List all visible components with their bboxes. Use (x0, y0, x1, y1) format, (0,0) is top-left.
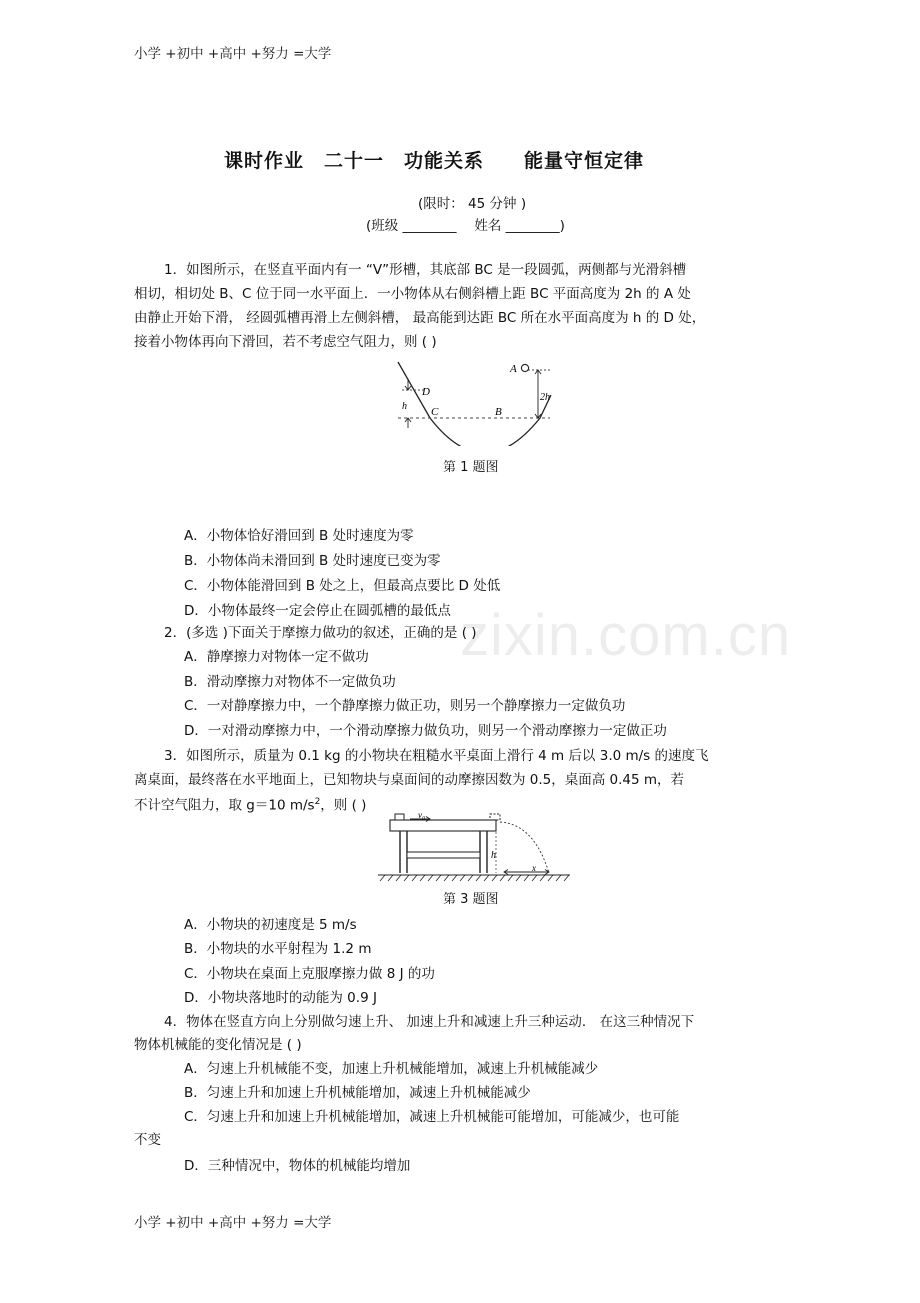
q1-stem-line: 由静止开始下滑， 经圆弧槽再滑上左侧斜槽， 最高能到达距 BC 所在水平面高度为 h 的 D 处， (134, 310, 706, 326)
q3-stem-post: ，则 ( ) (320, 797, 367, 814)
q4-stem-line: 物体机械能的变化情况是 ( ) (134, 1037, 302, 1053)
time-limit: (限时： 45 分钟 ) (418, 196, 527, 212)
page-title: 课时作业 二十一 功能关系 能量守恒定律 (224, 150, 645, 172)
q1-option-a: A．小物体恰好滑回到 B 处时速度为零 (184, 528, 414, 544)
object-ball (521, 364, 528, 371)
q1-option-d: D．小物体最终一定会停止在圆弧槽的最低点 (184, 603, 451, 619)
v-groove-curve (398, 362, 551, 446)
q3-caption: 第 3 题图 (443, 892, 499, 907)
page-footer: 小学 +初中 +高中 +努力 =大学 (134, 1215, 332, 1231)
q4-option-c: C．匀速上升和加速上升机械能增加，减速上升机械能可能增加，可能减少，也可能 (184, 1109, 680, 1125)
label-b: B (495, 406, 502, 418)
q3-option-c: C．小物块在桌面上克服摩擦力做 8 J 的功 (184, 966, 435, 982)
q4-option-d: D．三种情况中，物体的机械能均增加 (184, 1158, 411, 1174)
q2-option-b: B．滑动摩擦力对物体不一定做负功 (184, 674, 396, 690)
q1-option-b: B．小物体尚未滑回到 B 处时速度已变为零 (184, 553, 441, 569)
q1-stem-line: 相切，相切处 B、C 位于同一水平面上．一小物体从右侧斜槽上距 BC 平面高度为 2h 的 A 处 (134, 286, 691, 302)
q4-option-a: A．匀速上升机械能不变，加速上升机械能增加，减速上升机械能减少 (184, 1061, 599, 1077)
q1-figure (388, 356, 558, 446)
q3-stem-line: 离桌面，最终落在水平地面上，已知物块与桌面间的动摩擦因数为 0.5，桌面高 0.45 m，若 (134, 772, 685, 788)
label-h: h (491, 850, 496, 861)
q3-stem-line (134, 792, 366, 816)
page-header: 小学 +初中 +高中 +努力 =大学 (134, 46, 332, 62)
q2-stem: 2．(多选 )下面关于摩擦力做功的叙述，正确的是 ( ) (164, 625, 477, 641)
q3-option-a: A．小物块的初速度是 5 m/s (184, 917, 357, 933)
table-rail (407, 852, 480, 858)
label-a: A (510, 363, 517, 375)
q1-stem-line: 1．如图所示，在竖直平面内有一 “V”形槽，其底部 BC 是一段圆弧，两侧都与光滑斜槽 (164, 262, 687, 278)
class-name-line: (班级 ________ 姓名 ________) (366, 218, 565, 234)
label-c: C (431, 406, 439, 418)
block-edge (490, 814, 500, 820)
q3-option-b: B．小物块的水平射程为 1.2 m (184, 941, 372, 957)
label-v0: v₀ (418, 810, 426, 820)
q3-stem-sup: 2 (314, 797, 321, 807)
q3-figure (374, 810, 574, 885)
q3-stem-pre: 不计空气阻力，取 g＝10 m/s (134, 797, 315, 814)
trajectory-path (500, 822, 549, 873)
label-d: D (422, 386, 430, 398)
q2-option-c: C．一对静摩擦力中，一个静摩擦力做正功，则另一个静摩擦力一定做负功 (184, 698, 626, 714)
q4-option-b: B．匀速上升和加速上升机械能增加，减速上升机械能减少 (184, 1085, 531, 1101)
q3-stem-line: 3．如图所示，质量为 0.1 kg 的小物块在粗糙水平桌面上滑行 4 m 后以 3.0 m/s 的速度飞 (164, 748, 709, 764)
q3-option-d: D．小物块落地时的动能为 0.9 J (184, 990, 377, 1006)
block-start (395, 814, 404, 820)
q4-stem-line: 4．物体在竖直方向上分别做匀速上升、 加速上升和减速上升三种运动． 在这三种情况下 (164, 1014, 695, 1030)
q1-stem-line: 接着小物体再向下滑回，若不考虑空气阻力，则 ( ) (134, 334, 437, 350)
q2-option-a: A．静摩擦力对物体一定不做功 (184, 649, 369, 665)
q4-option-c-cont: 不变 (134, 1132, 161, 1148)
tabletop (390, 820, 496, 831)
label-x: x (532, 863, 536, 873)
ground-hatching (380, 875, 569, 881)
label-h: h (402, 401, 407, 412)
q1-option-c: C．小物体能滑回到 B 处之上，但最高点要比 D 处低 (184, 578, 501, 594)
watermark: zixin.com.cn (460, 603, 792, 668)
q1-caption: 第 1 题图 (443, 460, 499, 475)
label-2h: 2h (540, 392, 550, 403)
q2-option-d: D．一对滑动摩擦力中，一个滑动摩擦力做负功，则另一个滑动摩擦力一定做正功 (184, 723, 667, 739)
